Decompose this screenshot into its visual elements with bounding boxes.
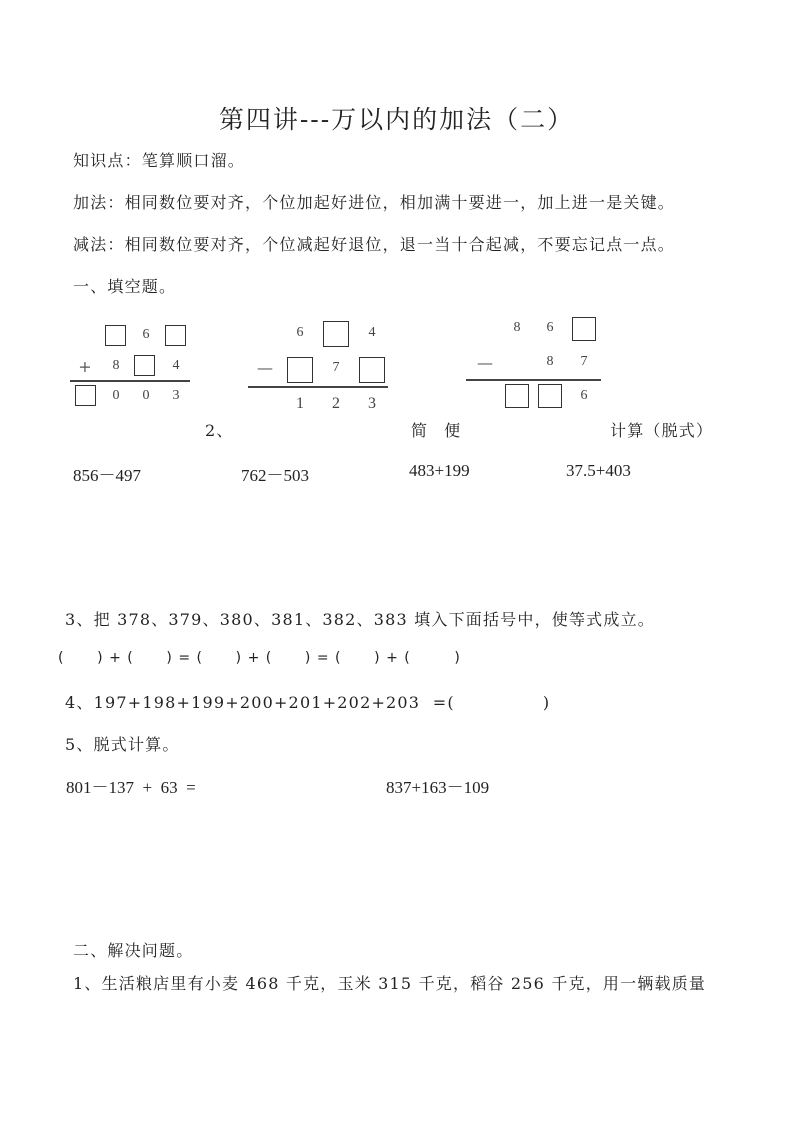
question-3: 3、把 378、379、380、381、382、383 填入下面括号中，使等式成立。 [65,610,655,629]
digit: 8 [546,354,554,369]
minus-sign: — [257,358,273,377]
digit: 3 [368,395,376,412]
difference-line [248,386,388,388]
digit: 6 [296,325,304,340]
section2-question-1: 1、生活粮店里有小麦 468 千克，玉米 315 千克，稻谷 256 千克，用一辆载质量 [73,974,707,993]
digit: 6 [580,388,588,403]
blank-box[interactable] [134,355,155,376]
digit: 6 [142,327,150,342]
addition-rule: 加法：相同数位要对齐，个位加起好进位，相加满十要进一，加上进一是关键。 [73,193,676,212]
blank-box[interactable] [359,357,385,383]
digit: 3 [172,388,180,403]
digit: 0 [142,388,150,403]
expression: 37.5+403 [566,461,631,480]
q2-text-a: 简 便 [411,421,467,440]
digit: 6 [546,320,554,335]
q5-heading: 5、脱式计算。 [65,735,180,754]
section1-heading: 一、填空题。 [73,277,177,296]
blank-box[interactable] [75,385,96,406]
digit: 2 [332,395,340,412]
expression: 837+163－109 [386,778,490,797]
sum-line [70,380,190,382]
subtraction-rule: 减法：相同数位要对齐，个位减起好退位，退一当十合起减，不要忘记点一点。 [73,235,676,254]
digit: 4 [172,358,180,373]
blank-box[interactable] [538,384,562,408]
digit: 8 [112,358,120,373]
digit: 8 [513,320,521,335]
blank-box[interactable] [165,325,186,346]
expression: 801－137 + 63 = [66,778,196,797]
blank-box[interactable] [105,325,126,346]
digit: 7 [332,360,340,375]
blank-box[interactable] [572,317,596,341]
expression: 483+199 [409,461,470,480]
digit: 0 [112,388,120,403]
expression: 856－497 [73,466,141,485]
digit: 7 [580,354,588,369]
difference-line [466,379,601,381]
blank-box[interactable] [287,357,313,383]
expression: 762－503 [241,466,309,485]
digit: 4 [368,325,376,340]
section2-heading: 二、解决问题。 [73,941,194,960]
minus-sign: — [477,353,493,372]
q3-blanks[interactable]: ( ) + ( ) = ( ) + ( ) = ( ) + ( ) [58,650,461,666]
blank-box[interactable] [323,321,349,347]
page-title: 第四讲---万以内的加法（二） [218,105,575,134]
digit: 1 [296,395,304,412]
q2-text-b: 计算（脱式） [610,421,714,440]
q2-label: 2、 [205,421,234,440]
blank-box[interactable] [505,384,529,408]
question-4: 4、197+198+199+200+201+202+203 =( ) [65,693,551,712]
plus-sign: + [78,357,92,376]
knowledge-point: 知识点：笔算顺口溜。 [73,151,246,170]
